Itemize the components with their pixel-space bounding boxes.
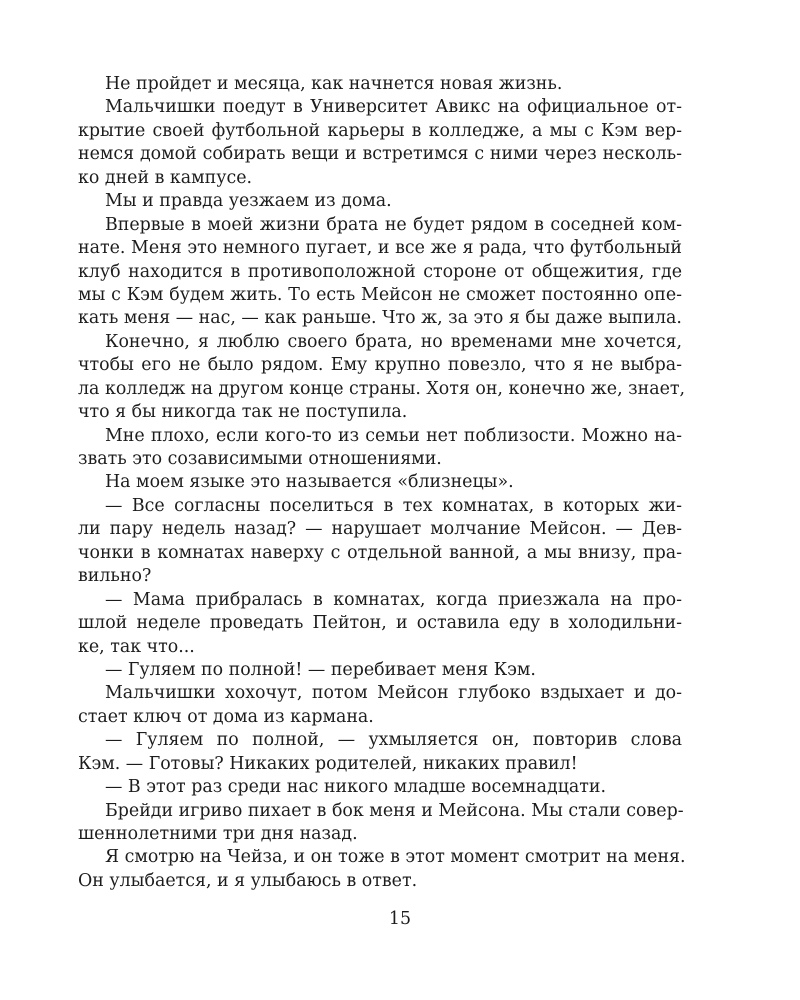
text-line: ла колледж на другом конце страны. Хотя он, конечно же, знает, — [78, 378, 686, 399]
text-line: мы с Кэм будем жить. То есть Мейсон не сможет постоянно опе- — [78, 284, 682, 305]
text-line: Не пройдет и месяца, как начнется новая жизнь. — [105, 74, 563, 94]
text-line: Брейди игриво пихает в бок меня и Мейсона. Мы стали совер- — [105, 800, 684, 821]
text-line: чонки в комнатах наверху с отдельной ванной, а мы внизу, пра- — [78, 542, 682, 563]
text-line: звать это созависимыми отношениями. — [78, 449, 442, 469]
text-line: ке, так что... — [78, 636, 195, 657]
text-line: немся домой собирать вещи и встретимся с ними через несколь- — [78, 144, 682, 165]
text-line: Мне плохо, если кого-то из семьи нет поблизости. Можно на- — [105, 425, 682, 446]
page-number: 15 — [388, 909, 412, 929]
text-line: что я бы никогда так не поступила. — [78, 402, 408, 423]
text-line: Он улыбается, и я улыбаюсь в ответ. — [78, 870, 418, 891]
text-line: — Все согласны поселиться в тех комнатах, в которых жи- — [105, 495, 682, 516]
text-line: На моем языке это называется «близнецы». — [105, 472, 514, 493]
page-body-text — [78, 73, 686, 893]
text-line: шлой неделе проведать Пейтон, и оставила еду в холодильни- — [78, 613, 682, 634]
text-line: стает ключ от дома из кармана. — [78, 706, 374, 727]
text-line: ли пару недель назад? — нарушает молчание Мейсон. — Дев- — [78, 519, 682, 540]
text-line: Мальчишки хохочут, потом Мейсон глубоко вздыхает и до- — [105, 683, 682, 704]
text-line: нате. Меня это немного пугает, и все же я рада, что футбольный — [78, 238, 682, 259]
text-line: Мы и правда уезжаем из дома. — [105, 191, 392, 212]
text-line: — Гуляем по полной, — ухмыляется он, повторив слова — [105, 730, 682, 751]
text-line: Впервые в моей жизни брата не будет рядом в соседней ком- — [105, 214, 682, 235]
text-line: кать меня — нас, — как раньше. Что ж, за это я бы даже выпила. — [78, 308, 682, 329]
text-line: — В этот раз среди нас никого младше восемнадцати. — [105, 777, 606, 798]
text-line: чтобы его не было рядом. Ему крупно повезло, что я не выбра- — [78, 355, 682, 376]
text-line: — Мама прибралась в комнатах, когда приезжала на про- — [105, 589, 682, 610]
text-line: шеннолетними три дня назад. — [78, 824, 358, 844]
text-line: Мальчишки поедут в Университет Авикс на официальное от- — [105, 97, 682, 118]
text-line: вильно? — [78, 566, 152, 587]
text-line: ко дней в кампусе. — [78, 167, 253, 188]
text-line: Конечно, я люблю своего брата, но временами мне хочется, — [105, 331, 682, 352]
text-line: крытие своей футбольной карьеры в колледже, а мы с Кэм вер- — [78, 120, 682, 141]
text-line: Я смотрю на Чейза, и он тоже в этот момент смотрит на меня. — [105, 847, 686, 868]
text-line: — Гуляем по полной! — перебивает меня Кэм. — [105, 659, 536, 680]
text-line: Кэм. — Готовы? Никаких родителей, никаких правил! — [78, 753, 578, 774]
text-line: клуб находится в противоположной стороне от общежития, где — [78, 261, 682, 282]
